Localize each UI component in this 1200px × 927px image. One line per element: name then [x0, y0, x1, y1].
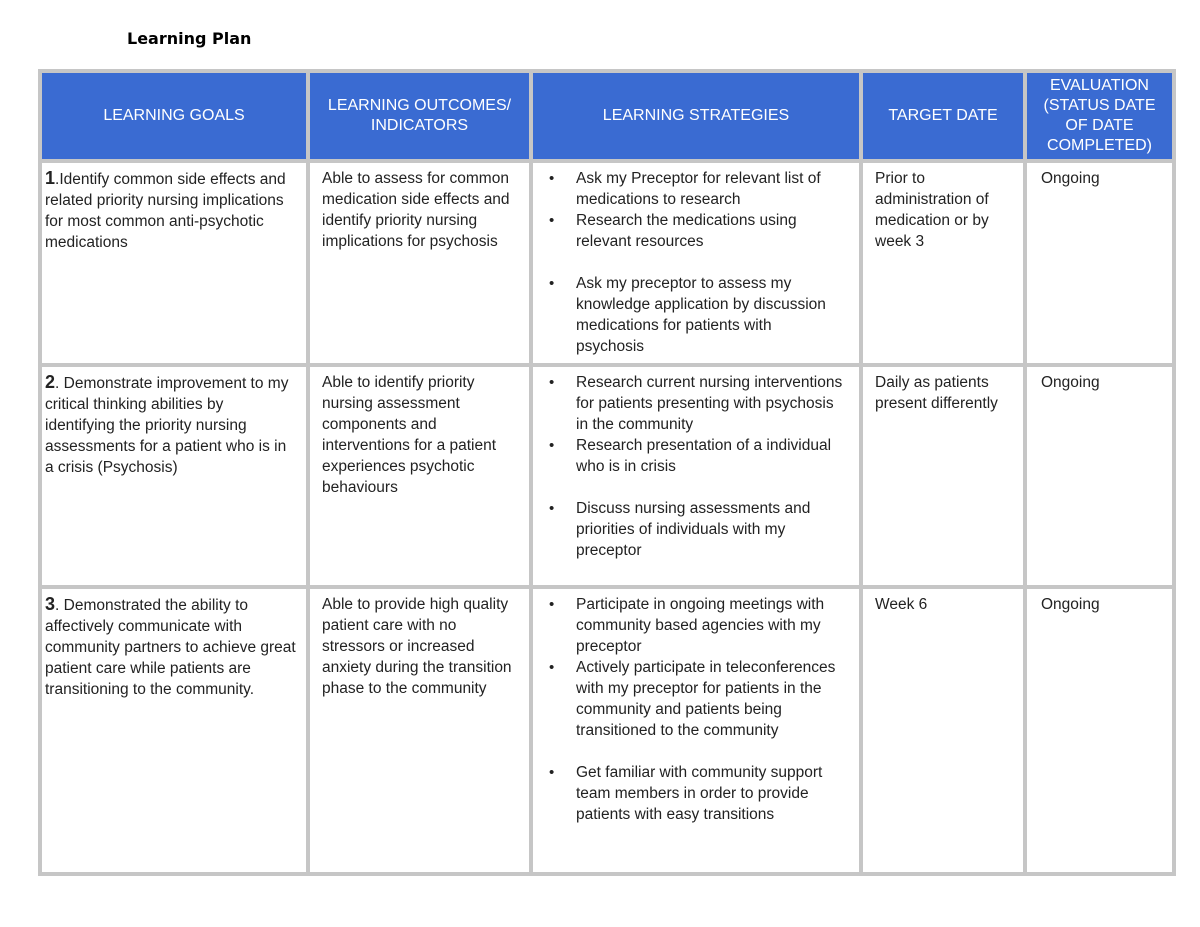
strategies-list — [537, 168, 855, 357]
strategies-cell — [533, 163, 859, 363]
target-date-cell: Week 6 — [863, 589, 1023, 872]
evaluation-cell: Ongoing — [1027, 367, 1172, 585]
target-date-cell: Daily as patients present differently — [863, 367, 1023, 585]
table-row — [42, 367, 1172, 585]
list-item: • Ask my Preceptor for relevant list of medications to research — [537, 168, 855, 210]
list-item: • Research current nursing interventions for patients presenting with psychosis in the community — [537, 372, 855, 435]
list-item: • Actively participate in teleconferences with my preceptor for patients in the community and patients being transitioned to the community — [537, 657, 855, 741]
goal-number: 3 — [45, 594, 56, 614]
strategies-list — [537, 594, 855, 825]
header-evaluation: EVALUATION (STATUS DATE OF DATE COMPLETED) — [1027, 73, 1172, 159]
table-row — [42, 163, 1172, 363]
table-header-row — [42, 73, 1172, 159]
outcome-cell: Able to assess for common medication side effects and identify priority nursing implications for psychosis — [310, 163, 529, 363]
strategies-cell — [533, 367, 859, 585]
strategies-list — [537, 372, 855, 561]
learning-plan-table — [38, 69, 1176, 876]
header-learning-strategies: LEARNING STRATEGIES — [533, 73, 859, 159]
goal-cell — [42, 367, 306, 585]
header-target-date: TARGET DATE — [863, 73, 1023, 159]
strategies-cell — [533, 589, 859, 872]
table-row — [42, 589, 1172, 872]
evaluation-cell: Ongoing — [1027, 589, 1172, 872]
goal-text: . Demonstrated the ability to affectively communicate with community partners to achieve great patient care while patients are transitioning to the community. — [45, 597, 296, 698]
header-learning-goals: LEARNING GOALS — [42, 73, 306, 159]
document-title: Learning Plan — [127, 29, 252, 48]
goal-text: . Demonstrate improvement to my critical thinking abilities by identifying the priority nursing assessments for a patient who is in a crisis (Psychosis) — [45, 375, 289, 476]
goal-cell — [42, 163, 306, 363]
goal-text: .Identify common side effects and related priority nursing implications for most common anti-psychotic medications — [45, 171, 286, 251]
target-date-cell: Prior to administration of medication or by week 3 — [863, 163, 1023, 363]
outcome-cell: Able to identify priority nursing assessment components and interventions for a patient experiences psychotic behaviours — [310, 367, 529, 585]
list-item: • Get familiar with community support team members in order to provide patients with easy transitions — [537, 762, 855, 825]
goal-number: 1 — [45, 168, 56, 188]
header-learning-outcomes: LEARNING OUTCOMES/ INDICATORS — [310, 73, 529, 159]
list-item: • Research presentation of a individual who is in crisis — [537, 435, 855, 477]
list-item: • Research the medications using relevant resources — [537, 210, 855, 252]
list-item: • Discuss nursing assessments and priorities of individuals with my preceptor — [537, 498, 855, 561]
list-item: • Ask my preceptor to assess my knowledge application by discussion medications for patients with psychosis — [537, 273, 855, 357]
goal-number: 2 — [45, 372, 56, 392]
goal-cell — [42, 589, 306, 872]
list-item: • Participate in ongoing meetings with community based agencies with my preceptor — [537, 594, 855, 657]
outcome-cell: Able to provide high quality patient care with no stressors or increased anxiety during the transition phase to the community — [310, 589, 529, 872]
evaluation-cell: Ongoing — [1027, 163, 1172, 363]
